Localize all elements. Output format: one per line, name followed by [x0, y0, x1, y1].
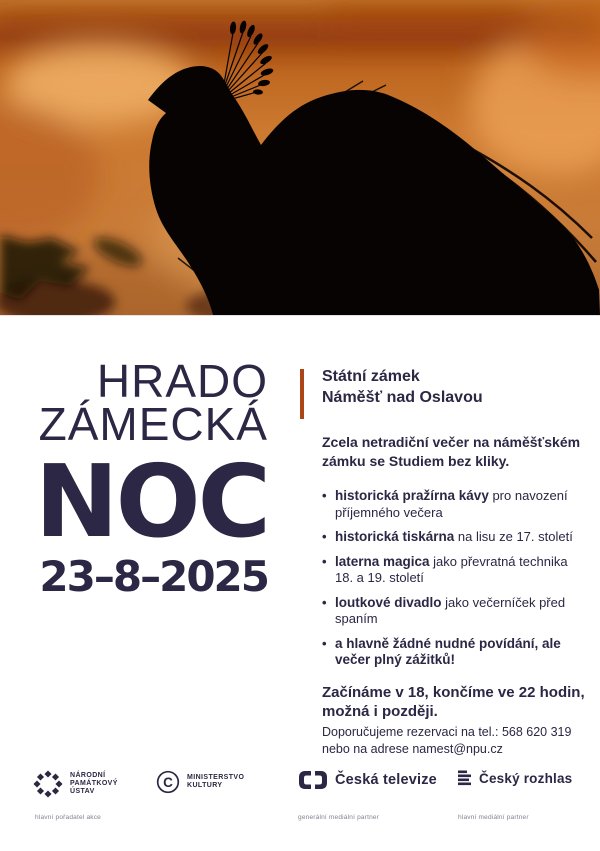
ministry-name	[187, 774, 244, 790]
program-item	[322, 636, 587, 669]
ministry-of-culture-icon	[156, 770, 180, 794]
hero-photo	[0, 0, 600, 316]
npu-name-line: ÚSTAV	[70, 788, 95, 795]
svg-text:C: C	[163, 774, 173, 790]
npu-rosette-icon	[33, 770, 63, 798]
organizer-caption: hlavní pořadatel akce	[35, 814, 101, 821]
program-item-highlight: historická pražírna kávy	[335, 488, 489, 503]
intro-line-1: Zcela netradiční večer na náměšťském	[322, 434, 581, 450]
program-item-detail: pro navození příjemného večera	[335, 488, 568, 520]
peacock-silhouette-image	[0, 0, 600, 315]
program-item-detail: na lisu ze 17. století	[454, 529, 573, 544]
venue-line-2: Náměšť nad Oslavou	[322, 389, 483, 406]
partner-ministry	[156, 770, 244, 794]
npu-name-line: PAMÁTKOVÝ	[70, 780, 118, 787]
program-item	[322, 529, 587, 546]
opening-hours-line-1: Začínáme v 18, končíme ve 22 hodin,	[322, 683, 585, 701]
program-item-highlight: laterna magica	[335, 553, 430, 569]
intro-line-2: zámku se Studiem bez kliky.	[322, 452, 510, 469]
program-item	[322, 554, 587, 587]
ceska-televize-icon	[298, 770, 328, 790]
closing-info	[322, 683, 587, 758]
cro-caption: hlavní mediální partner	[458, 814, 529, 821]
program-list	[322, 488, 587, 669]
opening-hours-line-2: možná i později.	[322, 702, 438, 720]
program-item-detail: jako převratná technika 18. a 19. století	[335, 553, 568, 585]
program-item-highlight: loutkové divadlo	[335, 594, 442, 610]
event-title	[0, 355, 268, 601]
title-line-zamecka: ZÁMECKÁ	[38, 398, 268, 450]
event-details	[322, 366, 587, 758]
title-line-noc: NOC	[34, 443, 268, 560]
reservation-phone-line: Doporučujeme rezervaci na tel.: 568 620 319	[322, 724, 572, 739]
cesky-rozhlas-icon	[458, 770, 472, 786]
venue-name	[322, 366, 587, 408]
ministry-name-line: MINISTERSTVO	[187, 774, 245, 781]
organizer-npu	[33, 770, 118, 798]
intro-paragraph	[322, 433, 587, 470]
cesky-rozhlas-name: Český rozhlas	[479, 770, 573, 786]
partner-cesky-rozhlas	[458, 770, 572, 786]
ministry-name-line: KULTURY	[187, 782, 223, 789]
accent-bar	[300, 369, 304, 419]
opening-hours	[322, 683, 587, 721]
ct-caption: generální mediální partner	[298, 814, 380, 821]
event-date: 23–8–2025	[39, 552, 268, 601]
program-item-highlight: a hlavně žádné nudné povídání, ale večer plný zážitků!	[335, 635, 561, 667]
program-item	[322, 488, 587, 521]
program-item	[322, 595, 587, 628]
program-item-detail: jako večerníček před spaním	[335, 594, 566, 626]
npu-name-line: NÁRODNÍ	[70, 772, 106, 779]
reservation-info	[322, 724, 587, 758]
ceska-televize-name: Česká televize	[335, 772, 437, 788]
title-line-hrado: HRADO	[96, 355, 268, 407]
npu-name	[70, 772, 118, 796]
reservation-email-line: nebo na adrese namest@npu.cz	[322, 741, 503, 756]
program-item-highlight: historická tiskárna	[335, 529, 455, 544]
venue-line-1: Státní zámek	[322, 368, 420, 385]
partner-ceska-televize	[298, 770, 437, 790]
